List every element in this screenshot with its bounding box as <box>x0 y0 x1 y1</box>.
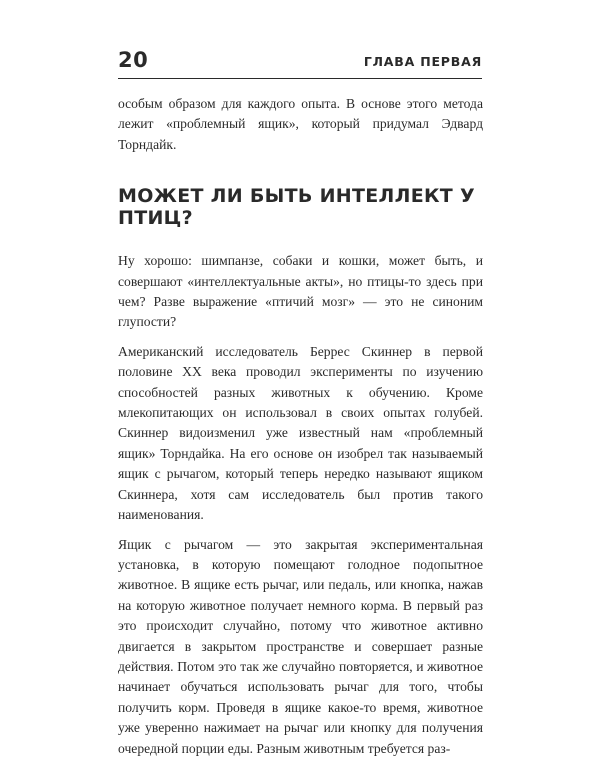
section-heading: МОЖЕТ ЛИ БЫТЬ ИНТЕЛЛЕКТ У ПТИЦ? <box>118 185 475 230</box>
paragraph-1: Ну хорошо: шимпанзе, собаки и кошки, может быть, и совершают «интеллектуальные акты», но птицы-то здесь при чем? Разве выражение «птичий мозг» — это не синоним глупости? <box>118 253 483 330</box>
page-number: 20 <box>118 48 149 72</box>
paragraph-3: Ящик с рычагом — это закрытая экспериментальная установка, в которую помещают голодное подопытное животное. В ящике есть рычаг, или педаль, или кнопка, нажав на которую животное получает немного корма. В первый раз это происходит случайно, потому что животное активно двигается в закрытом пространстве и совершает разные действия. Потом это так же случайно повторяется, и животное начинает обучаться использовать рычаг для того, чтобы получить корм. Проведя в ящике какое-то время, животное уже уверенно нажимает на рычаг или кнопку для получения очередной порции еды. Разным животным требуется раз- <box>118 536 483 756</box>
chapter-title: ГЛАВА ПЕРВАЯ <box>363 54 482 69</box>
page-content <box>118 94 483 759</box>
intro-paragraph: особым образом для каждого опыта. В основе этого метода лежит «проблемный ящик», который придумал Эдвард Торндайк. <box>118 96 483 152</box>
paragraph-2: Американский исследователь Беррес Скиннер в первой половине XX века проводил эксперименты по изучению способностей разных животных к обучению. Кроме млекопитающих он использовал в своих опытах голубей. Скиннер видоизменил уже известный нам «проблемный ящик» Торндайка. На его основе он изобрел так называемый ящик с рычагом, который теперь нередко называют ящиком Скиннера, хотя сам исследователь был против такого наименования. <box>118 343 483 523</box>
header-rule <box>118 78 482 79</box>
